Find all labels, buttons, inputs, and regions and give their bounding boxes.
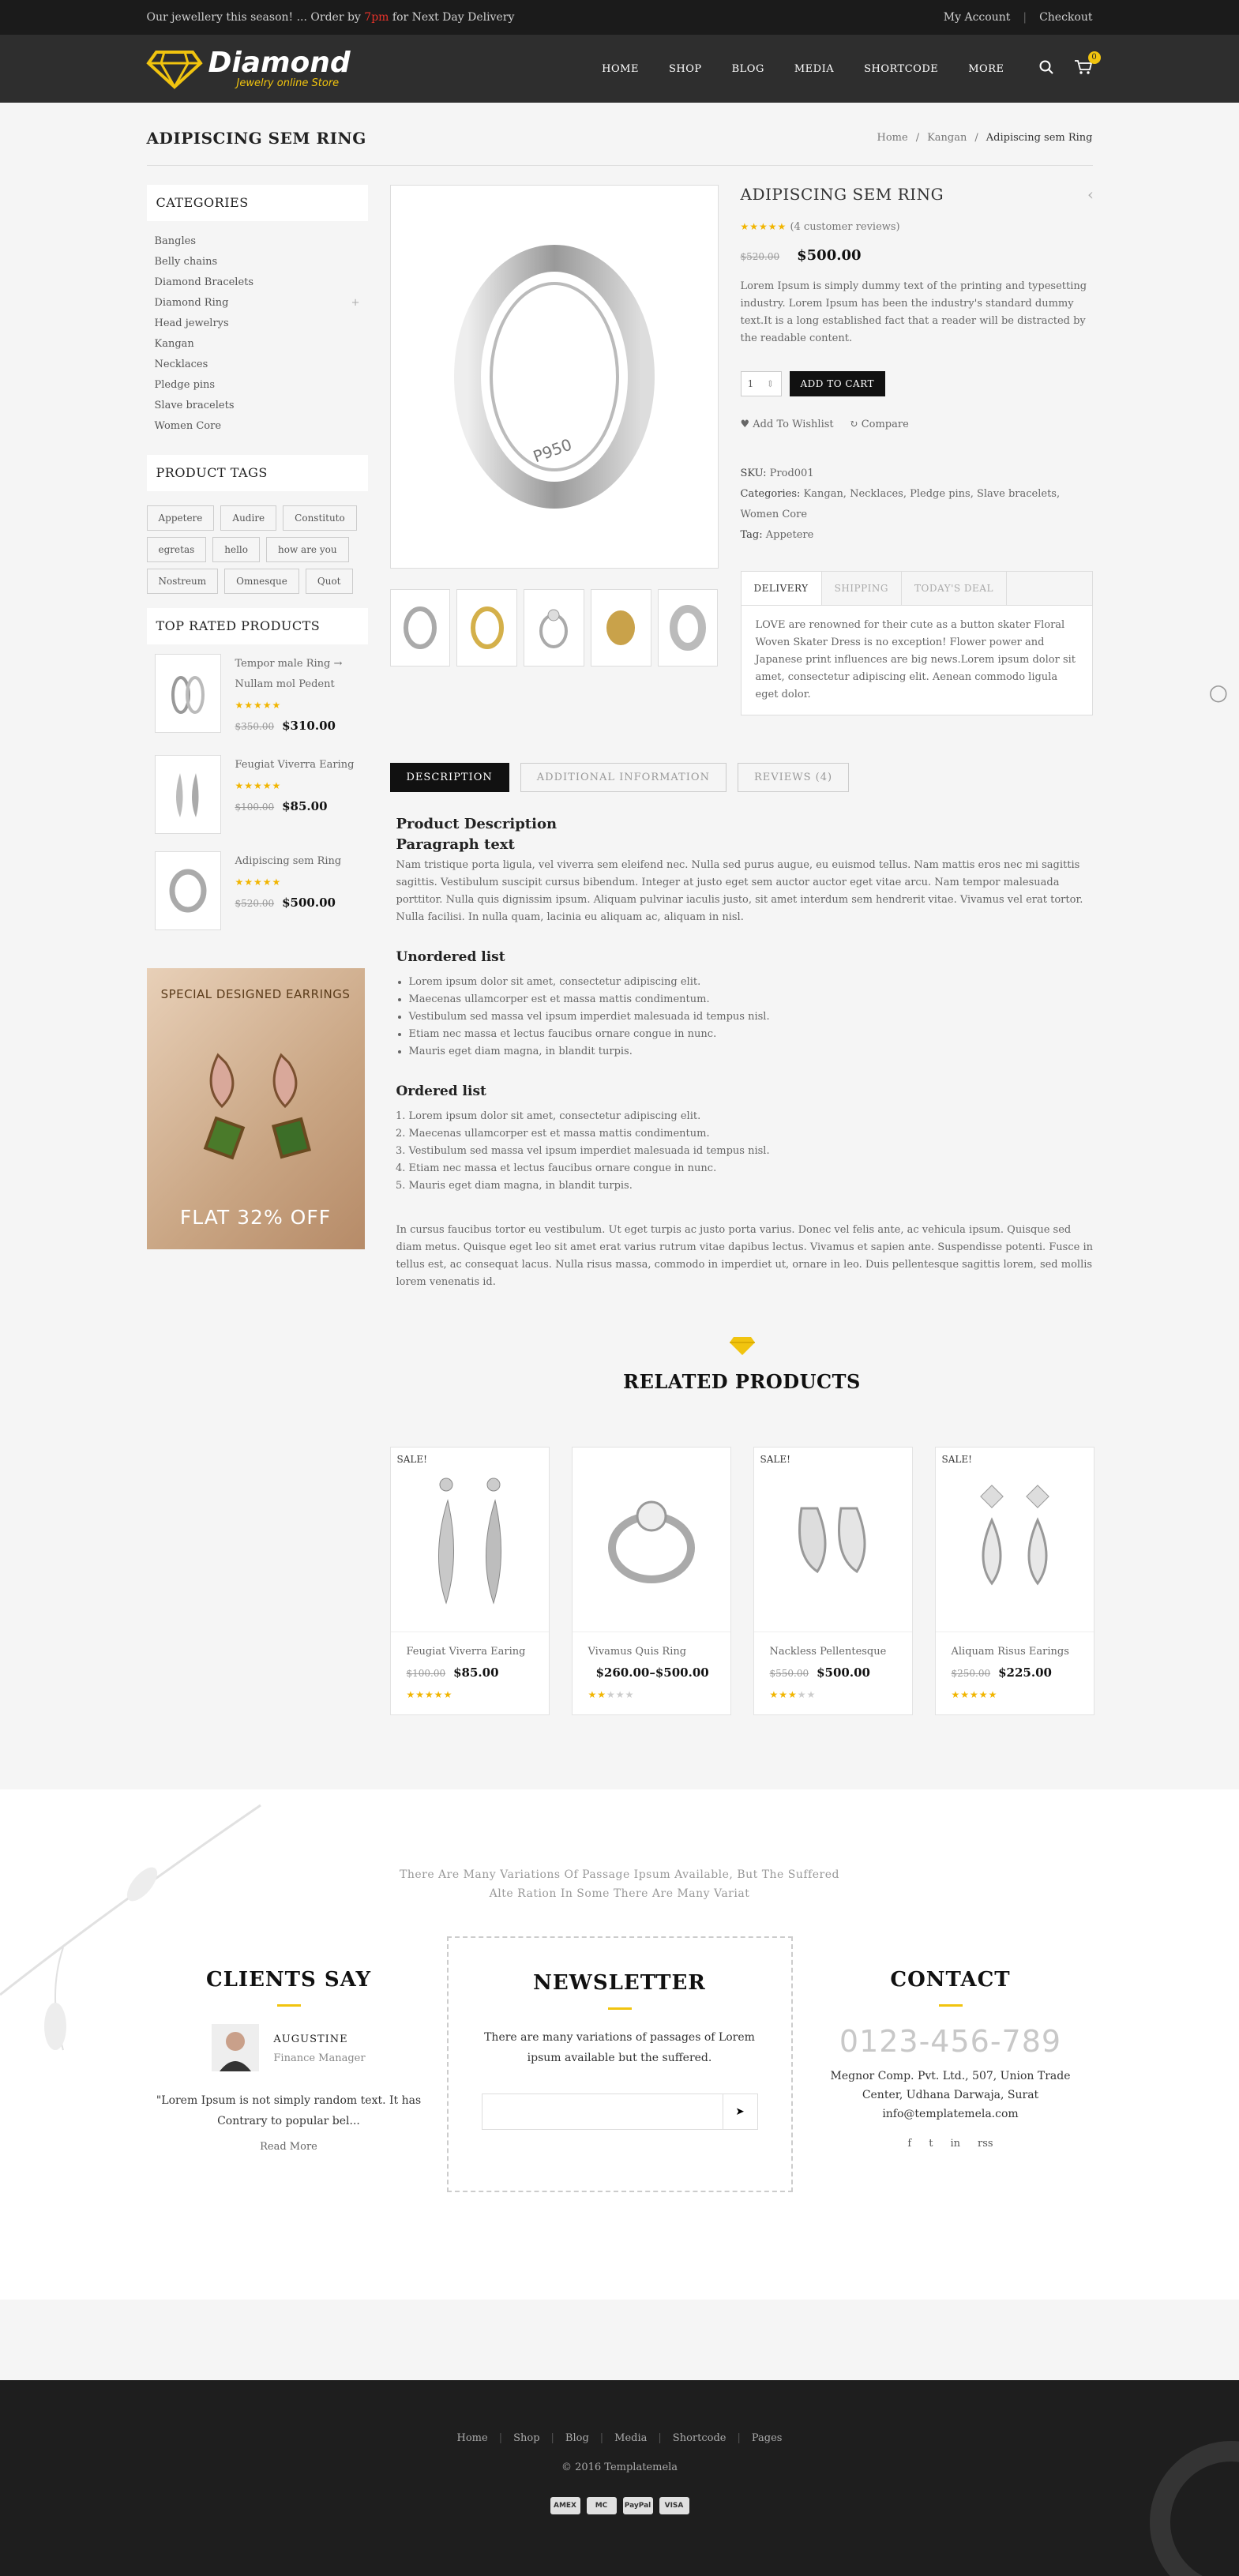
description-heading: Product Description: [396, 816, 558, 832]
star: ★: [779, 1689, 789, 1700]
checkout-link[interactable]: Checkout: [1039, 11, 1093, 24]
sale-badge: SALE!: [941, 1454, 972, 1465]
logo-subtitle: Jewelry online Store: [236, 77, 340, 89]
breadcrumb-separator: /: [974, 132, 978, 144]
sku-value: Prod001: [769, 468, 814, 479]
price: $500.00: [282, 896, 336, 910]
product-name[interactable]: Adipiscing sem Ring: [235, 855, 342, 867]
nav-shortcode[interactable]: SHORTCODE: [864, 62, 939, 75]
mastercard-icon: MC: [587, 2497, 617, 2514]
hoop-earring-image[interactable]: [155, 654, 221, 733]
logo-title: Diamond: [208, 46, 351, 79]
rating-stars: ★★★★★: [235, 877, 282, 888]
description-tabs: [390, 763, 1094, 792]
star: ★: [960, 1689, 971, 1700]
earring-image[interactable]: [155, 755, 221, 834]
footer-link-blog[interactable]: Blog: [565, 2432, 589, 2444]
page-title: ADIPISCING SEM RING: [146, 128, 366, 148]
product-name[interactable]: Aliquam Risus Earings: [951, 1646, 1069, 1658]
earring-image[interactable]: [422, 1469, 517, 1611]
product-meta: SKU: Prod001 Categories: Kangan, Necklaces, Pledge pins, Slave bracelets, Women Core Tag: Appetere: [740, 468, 1061, 541]
category-item[interactable]: Diamond Ring +: [155, 297, 360, 317]
star: ★: [806, 1689, 817, 1700]
top-rated-item[interactable]: [147, 654, 368, 738]
search-icon[interactable]: [1039, 60, 1053, 77]
category-item[interactable]: Head jewelrys: [154, 317, 229, 329]
product-summary: [741, 185, 1094, 715]
price: $500.00: [817, 1665, 870, 1680]
twitter-icon[interactable]: t: [929, 2138, 933, 2150]
star: ★: [978, 1689, 989, 1700]
site-footer: [0, 2380, 1239, 2576]
thumbnail[interactable]: [591, 589, 651, 667]
top-bar: [0, 0, 1239, 35]
footer-paragraph: In cursus faucibus tortor eu vestibulum. Ut eget turpis ac justo porta varius. Donec vel felis ante, ac vehicula ipsum. Quisque sed diam metus. Quisque eget leo sit amet erat varius rutrum vitae dapibus lectus. Vivamus et sapien ante. Suspendisse potenti. Fusce in tellus est, ac consequat lacus. Nulla risus massa, commodo in imperdiet ut, ornare in leo. Duis pellentesque sagittis lorem, sed mollis lorem venenatis id.: [396, 1224, 1093, 1288]
old-price: $250.00: [951, 1668, 991, 1679]
product-title: ADIPISCING SEM RING: [740, 185, 944, 204]
contact-email[interactable]: info@templatemela.com: [882, 2108, 1019, 2120]
old-price: $100.00: [406, 1668, 446, 1679]
nav-shop[interactable]: SHOP: [668, 62, 702, 75]
category-item[interactable]: Necklaces: [154, 359, 208, 370]
star: ★: [425, 1689, 434, 1700]
tab-shipping[interactable]: SHIPPING: [822, 572, 902, 605]
diamond-logo-icon: [147, 49, 202, 88]
category-item[interactable]: Diamond Bracelets: [154, 276, 254, 288]
earring-image[interactable]: [778, 1485, 888, 1595]
price: $260.00–$500.00: [595, 1665, 709, 1680]
stepper-arrows-icon[interactable]: ⇕: [766, 378, 775, 389]
address-line: Center, Udhana Darwaja, Surat: [862, 2089, 1039, 2101]
star: ★: [606, 1689, 616, 1700]
copyright: © 2016 Templatemela: [561, 2461, 678, 2473]
list-item: • Maecenas ullamcorper est et massa mattis condimentum.: [409, 991, 1094, 1008]
star: ★: [797, 1689, 807, 1700]
star: ★: [970, 1689, 979, 1700]
star: ★: [588, 1689, 598, 1700]
tag-link[interactable]: egretas: [147, 537, 207, 562]
breadcrumb-separator: /: [915, 132, 920, 144]
list-item: • Lorem ipsum dolor sit amet, consectetur adipiscing elit.: [409, 974, 1094, 991]
cart-count-badge: 0: [1088, 51, 1101, 64]
categories-title: CATEGORIES: [147, 185, 368, 221]
rating-stars: ★★★★★: [235, 780, 282, 791]
top-separator: |: [1023, 11, 1027, 24]
current-price: $500.00: [797, 247, 862, 264]
thumbnail[interactable]: [658, 589, 719, 667]
breadcrumb-kangan[interactable]: Kangan: [927, 132, 967, 144]
main-nav: [602, 63, 1004, 75]
tagline-line-1: There Are Many Variations Of Passage Ipsum Available, But The Suffered: [399, 1868, 839, 1881]
visa-icon: VISA: [659, 2497, 689, 2514]
promo-banner[interactable]: [147, 968, 365, 1249]
tag-value[interactable]: Appetere: [765, 529, 814, 541]
related-products: [390, 1335, 1094, 1715]
price: $310.00: [282, 719, 336, 733]
star: ★: [597, 1689, 607, 1700]
avatar: [212, 2024, 259, 2075]
promo-text: Our jewellery this season! ... Order by 7pm for Next Day Delivery: [146, 11, 515, 24]
tag-link[interactable]: Appetere: [147, 505, 215, 531]
breadcrumb-home[interactable]: Home: [877, 132, 908, 144]
info-band: [0, 1789, 1239, 2300]
tag-link[interactable]: Constituto: [283, 505, 357, 531]
product-tags-title: PRODUCT TAGS: [147, 455, 368, 491]
rating-stars: ★★★★★: [740, 221, 787, 232]
tab-additional-information[interactable]: ADDITIONAL INFORMATION: [520, 763, 727, 792]
footer-link-pages[interactable]: Pages: [751, 2432, 783, 2444]
category-item[interactable]: Slave bracelets: [154, 400, 235, 411]
ring-image[interactable]: [155, 851, 221, 930]
page-title-bar: [147, 111, 1093, 166]
top-rated-item[interactable]: [147, 755, 368, 834]
tire-decoration: [1144, 2380, 1239, 2576]
old-price: $520.00: [235, 898, 275, 909]
info-tabs: [741, 571, 1093, 605]
thumbnail-strip: [390, 589, 719, 667]
product-name[interactable]: Nackless Pellentesque: [769, 1646, 887, 1658]
nav-blog[interactable]: BLOG: [731, 62, 764, 75]
rss-icon[interactable]: rss: [978, 2138, 993, 2150]
sale-badge: SALE!: [760, 1454, 790, 1465]
star: ★: [788, 1689, 798, 1700]
tag-link[interactable]: Audire: [220, 505, 276, 531]
breadcrumb-current: Adipiscing sem Ring: [986, 132, 1093, 144]
footer-links: Home | Shop | Blog | Media | Shortcode | Pages: [456, 2432, 783, 2444]
nav-home[interactable]: HOME: [602, 62, 639, 75]
product-card[interactable]: [390, 1447, 550, 1715]
my-account-link[interactable]: My Account: [943, 11, 1011, 24]
thumbnail[interactable]: [390, 589, 451, 667]
old-price: $350.00: [235, 721, 275, 732]
list-item: 4. Etiam nec massa et lectus faucibus ornare congue in nunc.: [409, 1160, 1094, 1177]
sale-badge: SALE!: [396, 1454, 427, 1465]
footer-link-shortcode[interactable]: Shortcode: [672, 2432, 727, 2444]
list-item: • Vestibulum sed massa vel ipsum imperdiet malesuada id tempus nisl.: [409, 1008, 1094, 1026]
top-rated-list: [147, 644, 368, 957]
star: ★: [951, 1689, 961, 1700]
paypal-icon: PayPal: [623, 2497, 653, 2514]
client-quote: "Lorem Ipsum is not simply random text. It has Contrary to popular bel...: [156, 2094, 422, 2127]
diamond-icon: [729, 1347, 756, 1359]
linkedin-icon[interactable]: in: [950, 2138, 960, 2150]
top-rated-title: TOP RATED PRODUCTS: [147, 608, 368, 644]
category-item[interactable]: Women Core: [154, 420, 222, 432]
facebook-icon[interactable]: f: [907, 2138, 912, 2150]
client-role: Finance Manager: [273, 2052, 366, 2064]
star: ★: [625, 1689, 635, 1700]
payment-icons: [0, 2497, 1239, 2514]
list-item: 3. Vestibulum sed massa vel ipsum imperdiet malesuada id tempus nisl.: [409, 1143, 1094, 1160]
product-card[interactable]: [572, 1447, 731, 1715]
price: $85.00: [282, 799, 328, 813]
tab-description[interactable]: DESCRIPTION: [390, 763, 509, 792]
ordered-list-heading: Ordered list: [396, 1083, 486, 1099]
tagline-line-2: Alte Ration In Some There Are Many Variat: [489, 1887, 750, 1900]
testimonial-block: [147, 1968, 431, 2192]
thumbnail[interactable]: [524, 589, 584, 667]
short-description: Lorem Ipsum is simply dummy text of the printing and typesetting industry. Lorem Ipsum has been the industry's standard dummy text.It is a long established fact that a reader will be distracted by the readable content.: [740, 280, 1087, 344]
rating-stars: [588, 1684, 715, 1705]
top-rated-item[interactable]: [147, 851, 368, 930]
product-name[interactable]: Feugiat Viverra Earing: [406, 1646, 526, 1658]
star: ★: [769, 1689, 779, 1700]
contact-block: [809, 1968, 1093, 2192]
tag-link[interactable]: Omnesque: [224, 569, 299, 594]
paragraph-heading: Paragraph text: [396, 836, 515, 853]
tag-link[interactable]: Quot: [306, 569, 353, 594]
newsletter-email-input[interactable]: [482, 2094, 723, 2129]
footer-link-media[interactable]: Media: [614, 2432, 648, 2444]
product-name[interactable]: Feugiat Viverra Earing: [235, 759, 355, 771]
contact-title: CONTACT: [890, 1968, 1011, 1992]
price: $85.00: [453, 1665, 499, 1680]
list-item: • Etiam nec massa et lectus faucibus ornare congue in nunc.: [409, 1026, 1094, 1043]
send-button[interactable]: [723, 2094, 757, 2129]
tab-delivery[interactable]: DELIVERY: [742, 572, 822, 605]
breadcrumb: [877, 132, 1093, 144]
thumbnail[interactable]: [456, 589, 517, 667]
category-item[interactable]: Kangan: [154, 338, 194, 350]
add-to-cart-button[interactable]: ADD TO CART: [790, 371, 886, 396]
footer-link-home[interactable]: Home: [456, 2432, 488, 2444]
compare-link[interactable]: ↻ Compare: [849, 419, 909, 430]
newsletter-block: [447, 1936, 793, 2192]
newsletter-text: There are many variations of passages of Lorem ipsum available but the suffered.: [484, 2031, 755, 2064]
chevron-left-icon[interactable]: ‹: [1087, 185, 1094, 204]
expand-icon[interactable]: +: [351, 297, 360, 309]
tag-link[interactable]: hello: [212, 537, 260, 562]
star: ★: [443, 1689, 453, 1700]
banner-title: SPECIAL DESIGNED EARRINGS: [160, 987, 351, 1001]
unordered-list: [396, 974, 1094, 1061]
related-title: RELATED PRODUCTS: [623, 1370, 861, 1393]
product-content: [390, 185, 1094, 1715]
product-gallery: [390, 185, 719, 715]
clients-say-title: CLIENTS SAY: [205, 1968, 372, 1992]
ordered-list: [396, 1108, 1094, 1195]
newsletter-title: NEWSLETTER: [533, 1971, 706, 1995]
list-item: 1. Lorem ipsum dolor sit amet, consectetur adipiscing elit.: [409, 1108, 1094, 1125]
social-links: [809, 2138, 1093, 2150]
rating-stars: [770, 1684, 896, 1705]
ring-image[interactable]: [596, 1485, 707, 1595]
nav-more[interactable]: MORE: [968, 62, 1004, 75]
reviews-link[interactable]: (4 customer reviews): [790, 221, 900, 233]
star: ★: [434, 1689, 444, 1700]
old-price: $100.00: [235, 802, 275, 813]
list-item: • Mauris eget diam magna, in blandit turpis.: [409, 1043, 1094, 1061]
product-name[interactable]: Vivamus Quis Ring: [588, 1646, 687, 1658]
tag-link[interactable]: how are you: [266, 537, 349, 562]
rating-stars: [952, 1684, 1078, 1705]
cart-icon[interactable]: [1074, 53, 1097, 78]
paragraph-text: Nam tristique porta ligula, vel viverra sem eleifend nec. Nulla sed purus augue, eu euismod tellus. Nam mattis eros nec mi sagittis sagittis. Vestibulum suscipit cursus bibendum. Integer at justo eget sem auctor auctor eget vitae arcu. Nam tempor malesuada porttitor. Nulla quis dignissim ipsum. Aliquam pulvinar iaculis justo, sit amet interdum sem hendrerit vitae. Vivamus vel erat tortor. Nulla facilisi. In nulla quam, lacinia eu aliquam ac, aliquam in nisl.: [396, 859, 1083, 923]
price: $225.00: [998, 1665, 1052, 1680]
phone-number: 0123-456-789: [839, 2024, 1062, 2059]
earring-image[interactable]: [963, 1473, 1066, 1607]
tab-todays-deal[interactable]: TODAY'S DEAL: [902, 572, 1007, 605]
read-more-link[interactable]: Read More: [260, 2141, 317, 2153]
category-item[interactable]: Belly chains: [154, 256, 218, 268]
product-card[interactable]: [753, 1447, 913, 1715]
ring-engraving: P950: [530, 434, 574, 467]
description-panel: [390, 816, 1094, 1291]
amex-icon: AMEX: [550, 2497, 580, 2514]
category-item[interactable]: Pledge pins: [154, 379, 216, 391]
add-to-wishlist-link[interactable]: ♥ Add To Wishlist: [740, 419, 834, 430]
site-logo[interactable]: [147, 46, 351, 89]
old-price: $550.00: [769, 1668, 809, 1679]
product-name[interactable]: Tempor male Ring → Nullam mol Pedent: [235, 658, 343, 690]
ring-float-icon[interactable]: ○: [1208, 679, 1228, 705]
tab-reviews[interactable]: REVIEWS (4): [738, 763, 849, 792]
footer-link-shop[interactable]: Shop: [513, 2432, 540, 2444]
quantity-stepper[interactable]: 1 ⇕: [741, 371, 782, 396]
paper-plane-icon: ➤: [735, 2105, 745, 2117]
product-main-image[interactable]: [390, 185, 719, 569]
refresh-icon: ↻: [849, 419, 858, 430]
category-list: [147, 221, 368, 455]
nav-media[interactable]: MEDIA: [794, 62, 835, 75]
product-card[interactable]: [935, 1447, 1094, 1715]
star: ★: [415, 1689, 426, 1700]
star: ★: [406, 1689, 416, 1700]
star: ★: [615, 1689, 625, 1700]
list-item: 5. Mauris eget diam magna, in blandit turpis.: [409, 1177, 1094, 1195]
tag-link[interactable]: Nostreum: [147, 569, 219, 594]
delivery-panel: LOVE are renowned for their cute as a button skater Floral Woven Skater Dress is no exception! Flower power and Japanese print influences are big news.Lorem ipsum dolor sit amet, consectetur adipiscing elit. Aenean commodo ligula eget dolor.: [741, 605, 1093, 715]
sidebar: [147, 185, 368, 1715]
tag-cloud: [147, 491, 368, 608]
main-header: [0, 35, 1239, 103]
client-name: AUGUSTINE: [273, 2033, 348, 2045]
categories-value[interactable]: Kangan, Necklaces, Pledge pins, Slave bracelets, Women Core: [740, 488, 1061, 520]
heart-icon: ♥: [740, 419, 750, 430]
rating-stars: [407, 1684, 533, 1705]
star: ★: [988, 1689, 998, 1700]
banner-offer: FLAT 32% OFF: [179, 1206, 332, 1229]
list-item: 2. Maecenas ullamcorper est et massa mattis condimentum.: [409, 1125, 1094, 1143]
category-item[interactable]: Bangles: [154, 235, 197, 247]
rating-stars: ★★★★★: [235, 700, 282, 711]
old-price: $520.00: [740, 251, 780, 262]
address-line: Megnor Comp. Pvt. Ltd., 507, Union Trade: [830, 2070, 1071, 2082]
unordered-list-heading: Unordered list: [396, 949, 505, 965]
